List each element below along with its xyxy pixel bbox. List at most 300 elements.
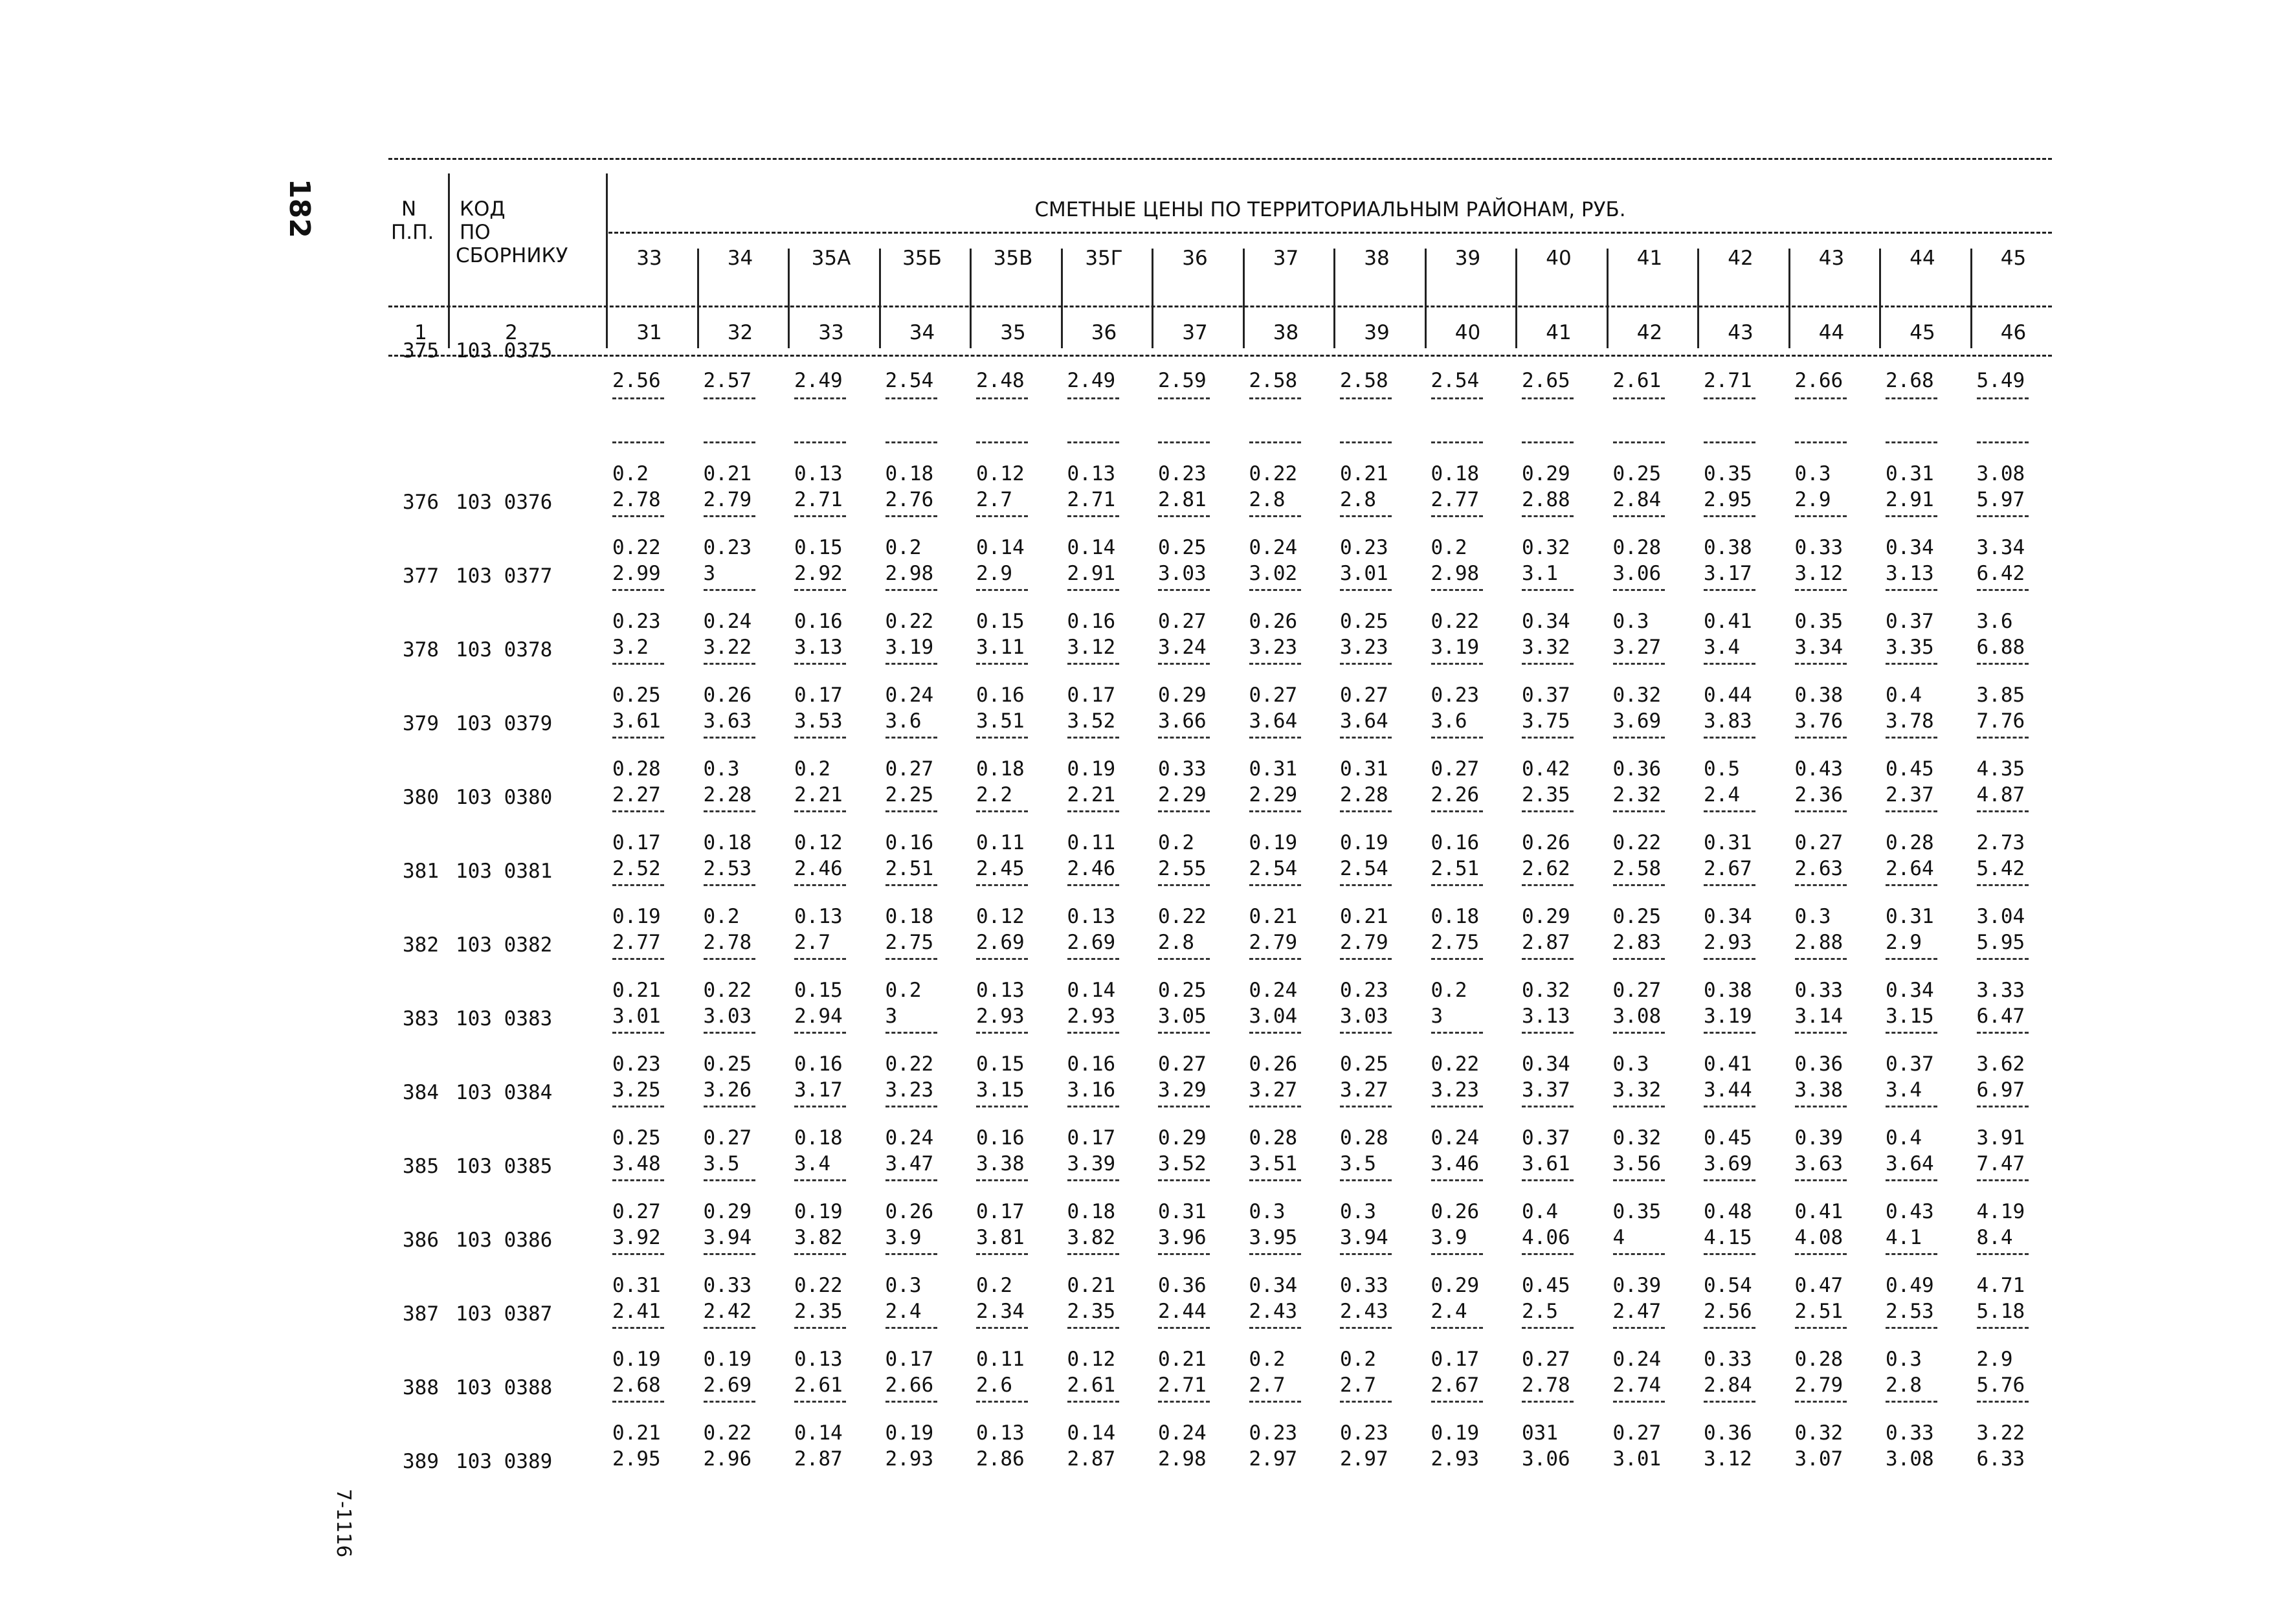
cell-lower-value: 0.34: [1886, 536, 1934, 559]
header-divider: [606, 173, 608, 348]
cell-upper-value: 2.51: [885, 857, 934, 880]
cell-lower-value: 0.13: [794, 905, 843, 928]
cell-lower-value: 2.73: [1976, 831, 2025, 854]
cell-lower-value: 0.13: [976, 1421, 1025, 1445]
cell-upper-value: 2.35: [1522, 783, 1570, 806]
cell-lower-value: 0.24: [1249, 536, 1298, 559]
cell-upper-value: 3.96: [1158, 1226, 1207, 1249]
column-index: 43: [1728, 321, 1754, 344]
cell-lower-value: 0.29: [703, 1200, 752, 1223]
cell-lower-value: 0.11: [976, 1348, 1025, 1371]
table-cell-value: 5.49: [1976, 369, 2025, 392]
row-number: 381: [403, 860, 439, 883]
cell-lower-value: 0.34: [1886, 979, 1934, 1002]
cell-upper-value: 3.06: [1522, 1447, 1570, 1471]
cell-upper-value: 2.79: [1249, 931, 1298, 954]
cell-lower-value: 0.48: [1704, 1200, 1752, 1223]
cell-lower-value: 0.23: [1340, 536, 1388, 559]
cell-lower-value: 0.27: [885, 757, 934, 781]
cell-upper-value: 3.13: [794, 636, 843, 659]
cell-lower-value: 0.12: [794, 831, 843, 854]
cell-lower-value: 0.23: [1340, 979, 1388, 1002]
cell-lower-value: 0.33: [1704, 1348, 1752, 1371]
cell-upper-value: 2.53: [703, 857, 752, 880]
region-divider: [1607, 249, 1609, 348]
region-header: 38: [1364, 247, 1390, 270]
cell-lower-value: 0.27: [1340, 684, 1388, 707]
region-divider: [1515, 249, 1517, 348]
cell-lower-value: 0.17: [1431, 1348, 1480, 1371]
cell-upper-value: 3.34: [1794, 636, 1843, 659]
cell-lower-value: 0.33: [1794, 536, 1843, 559]
cell-lower-value: 0.17: [1067, 684, 1116, 707]
cell-upper-value: 2.32: [1612, 783, 1662, 806]
cell-lower-value: 0.18: [885, 905, 934, 928]
cell-lower-value: 0.33: [1886, 1421, 1934, 1445]
cell-lower-value: 0.13: [794, 462, 843, 485]
cell-lower-value: 0.41: [1704, 610, 1752, 633]
cell-upper-value: 2.4: [885, 1300, 922, 1323]
cell-upper-value: 4: [1612, 1226, 1625, 1249]
cell-upper-value: 3.47: [885, 1152, 934, 1175]
cell-upper-value: 3.12: [1794, 562, 1843, 585]
cell-lower-value: 0.24: [885, 684, 934, 707]
cell-lower-value: 0.15: [976, 610, 1025, 633]
cell-upper-value: 2.96: [703, 1447, 752, 1471]
cell-upper-value: 3.15: [1886, 1005, 1934, 1028]
table-cell-value: 2.48: [976, 369, 1025, 392]
cell-upper-value: 3.53: [794, 709, 843, 733]
cell-lower-value: 0.23: [1431, 684, 1480, 707]
row-number: 380: [403, 786, 439, 809]
cell-upper-value: 2.26: [1431, 783, 1480, 806]
cell-upper-value: 3.82: [794, 1226, 843, 1249]
table-cell: [612, 1445, 690, 1518]
table-row: [388, 882, 2052, 1002]
cell-lower-value: 0.19: [794, 1200, 843, 1223]
cell-lower-value: 0.23: [1340, 1421, 1388, 1445]
cell-upper-value: 2.9: [1886, 931, 1922, 954]
cell-upper-value: 2.75: [885, 931, 934, 954]
cell-lower-value: 0.18: [794, 1126, 843, 1150]
row-code: 103 0379: [456, 712, 553, 735]
cell-lower-value: 0.22: [703, 1421, 752, 1445]
cell-upper-value: 2.79: [703, 488, 752, 511]
header-np-line2: П.П.: [391, 221, 434, 244]
cell-upper-value: 3.35: [1886, 636, 1934, 659]
column-index: 45: [1910, 321, 1935, 344]
cell-lower-value: 3.04: [1976, 905, 2025, 928]
cell-upper-value: 2.97: [1249, 1447, 1298, 1471]
cell-upper-value: 2.25: [885, 783, 934, 806]
table-row: [388, 1324, 2052, 1445]
table-cell-value: 2.54: [885, 369, 934, 392]
cell-upper-value: 2.8: [1886, 1374, 1922, 1397]
cell-lower-value: 0.17: [612, 831, 661, 854]
column-index: 33: [818, 321, 844, 344]
cell-lower-value: 0.43: [1886, 1200, 1934, 1223]
cell-lower-value: 0.16: [794, 610, 843, 633]
region-header: 41: [1636, 247, 1663, 270]
cell-lower-value: 0.28: [1886, 831, 1934, 854]
cell-lower-value: 0.3: [1612, 610, 1649, 633]
row-number: 389: [403, 1450, 439, 1473]
cell-upper-value: 2.29: [1249, 783, 1298, 806]
cell-upper-value: 3.1: [1522, 562, 1558, 585]
region-header: 35А: [811, 247, 851, 270]
column-index: 31: [636, 321, 662, 344]
cell-lower-value: 0.2: [976, 1274, 1012, 1297]
cell-upper-value: 3.23: [1431, 1078, 1480, 1102]
cell-lower-value: 4.71: [1976, 1274, 2025, 1297]
cell-lower-value: 0.38: [1704, 536, 1752, 559]
side-mark: 7-1116: [332, 1489, 355, 1558]
cell-upper-value: 3.17: [794, 1078, 843, 1102]
region-header: 40: [1546, 247, 1572, 270]
cell-upper-value: 2.52: [612, 857, 661, 880]
row-number: 387: [403, 1302, 439, 1326]
cell-lower-value: 0.21: [703, 462, 752, 485]
cell-lower-value: 0.22: [612, 536, 661, 559]
row-number: 379: [403, 712, 439, 735]
cell-upper-value: 3.64: [1249, 709, 1298, 733]
cell-upper-value: 3.66: [1158, 709, 1207, 733]
cell-upper-value: 2.29: [1158, 783, 1207, 806]
cell-lower-value: 3.85: [1976, 684, 2025, 707]
cell-lower-value: 0.13: [794, 1348, 843, 1371]
cell-upper-value: 2.87: [1522, 931, 1570, 954]
table-row: [388, 734, 2052, 854]
cell-lower-value: 0.28: [612, 757, 661, 781]
cell-lower-value: 0.3: [885, 1274, 922, 1297]
cell-upper-value: 2.93: [1704, 931, 1752, 954]
table-cell-value: 2.49: [1067, 369, 1116, 392]
cell-lower-value: 0.2: [885, 536, 922, 559]
cell-upper-value: 2.69: [703, 1374, 752, 1397]
cell-lower-value: 0.41: [1704, 1052, 1752, 1076]
cell-upper-value: 3.19: [1431, 636, 1480, 659]
cell-lower-value: 0.21: [612, 1421, 661, 1445]
cell-lower-value: 0.17: [976, 1200, 1025, 1223]
row-code: 103 0375: [456, 339, 553, 362]
cell-upper-value: 3.27: [1340, 1078, 1388, 1102]
cell-lower-value: 0.22: [1158, 905, 1207, 928]
column-index: 39: [1364, 321, 1390, 344]
header-rule: [388, 306, 2052, 307]
cell-lower-value: 0.25: [1340, 610, 1388, 633]
cell-upper-value: 3.12: [1067, 636, 1116, 659]
cell-upper-value: 3.37: [1522, 1078, 1570, 1102]
cell-lower-value: 3.22: [1976, 1421, 2025, 1445]
cell-lower-value: 4.35: [1976, 757, 2025, 781]
region-divider: [1061, 249, 1063, 348]
cell-upper-value: 2.7: [794, 931, 830, 954]
cell-lower-value: 0.35: [1612, 1200, 1662, 1223]
cell-upper-value: 2.21: [1067, 783, 1116, 806]
cell-upper-value: 5.95: [1976, 931, 2025, 954]
row-number: 377: [403, 564, 439, 588]
cell-upper-value: 2.21: [794, 783, 843, 806]
cell-upper-value: 5.76: [1976, 1374, 2025, 1397]
cell-lower-value: 3.08: [1976, 462, 2025, 485]
cell-lower-value: 0.24: [1431, 1126, 1480, 1150]
cell-upper-value: 6.97: [1976, 1078, 2025, 1102]
region-header: 43: [1818, 247, 1845, 270]
cell-lower-value: 0.27: [1522, 1348, 1570, 1371]
cell-upper-value: 2.55: [1158, 857, 1207, 880]
cell-upper-value: 6.88: [1976, 636, 2025, 659]
cell-upper-value: 3.51: [976, 709, 1025, 733]
cell-upper-value: 4.87: [1976, 783, 2025, 806]
cell-lower-value: 0.38: [1794, 684, 1843, 707]
cell-lower-value: 0.31: [1158, 1200, 1207, 1223]
cell-upper-value: 3.82: [1067, 1226, 1116, 1249]
cell-upper-value: 2.79: [1794, 1374, 1843, 1397]
cell-upper-value: 2.69: [976, 931, 1025, 954]
cell-lower-value: 0.28: [1612, 536, 1662, 559]
cell-lower-value: 0.4: [1886, 684, 1922, 707]
cell-upper-value: 3.94: [703, 1226, 752, 1249]
cell-lower-value: 0.21: [1067, 1274, 1116, 1297]
cell-lower-value: 0.16: [1067, 1052, 1116, 1076]
cell-upper-value: 3.23: [1249, 636, 1298, 659]
cell-lower-value: 0.18: [703, 831, 752, 854]
row-code: 103 0389: [456, 1450, 553, 1473]
cell-upper-value: 3.17: [1704, 562, 1752, 585]
cell-lower-value: 0.47: [1794, 1274, 1843, 1297]
cell-lower-value: 0.29: [1522, 905, 1570, 928]
region-header: 42: [1728, 247, 1754, 270]
region-divider: [1152, 249, 1153, 348]
cell-lower-value: 0.18: [885, 462, 934, 485]
column-index: 44: [1818, 321, 1845, 344]
cell-upper-value: 3.4: [794, 1152, 830, 1175]
cell-lower-value: 0.19: [885, 1421, 934, 1445]
cell-upper-value: 3.38: [976, 1152, 1025, 1175]
row-number: 375: [403, 339, 439, 362]
cell-lower-value: 0.27: [612, 1200, 661, 1223]
region-divider: [1879, 249, 1881, 348]
cell-lower-value: 0.33: [1158, 757, 1207, 781]
cell-upper-value: 2.95: [1704, 488, 1752, 511]
cell-upper-value: 3.27: [1612, 636, 1662, 659]
cell-upper-value: 5.18: [1976, 1300, 2025, 1323]
table-cell-value: 2.54: [1431, 369, 1480, 392]
cell-lower-value: 0.19: [1067, 757, 1116, 781]
cell-upper-value: 3.13: [1886, 562, 1934, 585]
region-divider: [1333, 249, 1335, 348]
cell-upper-value: 8.4: [1976, 1226, 2013, 1249]
cell-upper-value: 2.81: [1158, 488, 1207, 511]
cell-lower-value: 0.5: [1704, 757, 1740, 781]
column-index: 38: [1273, 321, 1299, 344]
cell-lower-value: 0.14: [1067, 536, 1116, 559]
table-cell-value: 2.65: [1522, 369, 1570, 392]
cell-lower-value: 0.4: [1522, 1200, 1558, 1223]
row-number: 376: [403, 491, 439, 514]
cell-lower-value: 0.29: [1158, 1126, 1207, 1150]
table-cell-value: 2.66: [1794, 369, 1843, 392]
table-row: [388, 660, 2052, 781]
cell-upper-value: 3.39: [1067, 1152, 1116, 1175]
cell-lower-value: 3.62: [1976, 1052, 2025, 1076]
cell-upper-value: 3.61: [612, 709, 661, 733]
region-header: 37: [1273, 247, 1299, 270]
cell-lower-value: 0.25: [1158, 979, 1207, 1002]
cell-upper-value: 2.41: [612, 1300, 661, 1323]
cell-lower-value: 0.36: [1794, 1052, 1843, 1076]
table-cell: [885, 1445, 963, 1518]
cell-upper-value: 2.43: [1249, 1300, 1298, 1323]
table-cell-value: 2.71: [1704, 369, 1752, 392]
region-divider: [1788, 249, 1790, 348]
cell-upper-value: 3.4: [1886, 1078, 1922, 1102]
cell-upper-value: 2.83: [1612, 931, 1662, 954]
cell-lower-value: 0.3: [1249, 1200, 1286, 1223]
cell-upper-value: 2.78: [612, 488, 661, 511]
cell-upper-value: 2.87: [1067, 1447, 1116, 1471]
cell-lower-value: 0.27: [1612, 1421, 1662, 1445]
cell-lower-value: 0.2: [1340, 1348, 1376, 1371]
row-number: 384: [403, 1081, 439, 1104]
cell-upper-value: 3.52: [1158, 1152, 1207, 1175]
table-cell: [1522, 1445, 1599, 1518]
cell-upper-value: 3.23: [1340, 636, 1388, 659]
cell-upper-value: 2.74: [1612, 1374, 1662, 1397]
cell-upper-value: 2.7: [976, 488, 1012, 511]
cell-upper-value: 2.63: [1794, 857, 1843, 880]
cell-lower-value: 0.19: [1340, 831, 1388, 854]
cell-upper-value: 3.2: [612, 636, 649, 659]
table-row: [388, 1398, 2052, 1472]
header-divider: [448, 173, 450, 348]
cell-lower-value: 3.6: [1976, 610, 2013, 633]
cell-lower-value: 0.2: [1249, 1348, 1286, 1371]
cell-lower-value: 0.29: [1158, 684, 1207, 707]
cell-upper-value: 3.32: [1522, 636, 1570, 659]
cell-lower-value: 0.16: [885, 831, 934, 854]
table-row: [388, 808, 2052, 928]
cell-lower-value: 0.45: [1704, 1126, 1752, 1150]
cell-lower-value: 0.31: [1249, 757, 1298, 781]
cell-upper-value: 3.9: [1431, 1226, 1467, 1249]
cell-upper-value: 3.26: [703, 1078, 752, 1102]
cell-upper-value: 2.58: [1612, 857, 1662, 880]
cell-upper-value: 3.48: [612, 1152, 661, 1175]
cell-upper-value: 3.08: [1612, 1005, 1662, 1028]
cell-upper-value: 2.47: [1612, 1300, 1662, 1323]
cell-upper-value: 2.61: [1067, 1374, 1116, 1397]
cell-lower-value: 4.19: [1976, 1200, 2025, 1223]
cell-upper-value: 2.75: [1431, 931, 1480, 954]
table-row: [388, 1251, 2052, 1371]
cell-upper-value: 2.62: [1522, 857, 1570, 880]
cell-lower-value: 0.31: [1340, 757, 1388, 781]
cell-upper-value: 2.6: [976, 1374, 1012, 1397]
cell-lower-value: 0.25: [1612, 905, 1662, 928]
cell-lower-value: 0.22: [1431, 610, 1480, 633]
cell-upper-value: 2.93: [1067, 1005, 1116, 1028]
cell-lower-value: 0.44: [1704, 684, 1752, 707]
cell-lower-value: 0.18: [1431, 462, 1480, 485]
cell-upper-value: 2.71: [1067, 488, 1116, 511]
cell-upper-value: 3.03: [1158, 562, 1207, 585]
cell-lower-value: 0.28: [1794, 1348, 1843, 1371]
cell-upper-value: 3.52: [1067, 709, 1116, 733]
cell-lower-value: 0.17: [794, 684, 843, 707]
cell-lower-value: 0.34: [1704, 905, 1752, 928]
cell-lower-value: 0.42: [1522, 757, 1570, 781]
column-index: 2: [505, 321, 518, 344]
cell-upper-value: 2.37: [1886, 783, 1934, 806]
cell-lower-value: 0.11: [1067, 831, 1116, 854]
cell-upper-value: 2.93: [885, 1447, 934, 1471]
cell-lower-value: 0.29: [1431, 1274, 1480, 1297]
cell-lower-value: 0.2: [1431, 536, 1467, 559]
cell-upper-value: 2.93: [976, 1005, 1025, 1028]
cell-lower-value: 0.27: [1794, 831, 1843, 854]
region-divider: [697, 249, 699, 348]
cell-upper-value: 3.15: [976, 1078, 1025, 1102]
cell-lower-value: 0.4: [1886, 1126, 1922, 1150]
row-code: 103 0387: [456, 1302, 553, 1326]
cell-lower-value: 0.45: [1886, 757, 1934, 781]
cell-lower-value: 0.18: [1431, 905, 1480, 928]
cell-lower-value: 0.15: [976, 1052, 1025, 1076]
cell-lower-value: 0.37: [1886, 1052, 1934, 1076]
cell-upper-value: 2.36: [1794, 783, 1843, 806]
region-header: 39: [1454, 247, 1481, 270]
cell-upper-value: 2.98: [1158, 1447, 1207, 1471]
cell-upper-value: 4.06: [1522, 1226, 1570, 1249]
cell-upper-value: 2.53: [1886, 1300, 1934, 1323]
price-table: [388, 158, 2052, 1473]
cell-lower-value: 0.37: [1522, 1126, 1570, 1150]
table-row: [388, 439, 2052, 559]
table-cell: [1613, 1445, 1691, 1518]
cell-upper-value: 3.05: [1158, 1005, 1207, 1028]
region-divider: [1425, 249, 1427, 348]
row-code: 103 0388: [456, 1376, 553, 1399]
cell-lower-value: 0.36: [1612, 757, 1662, 781]
cell-upper-value: 2.51: [1431, 857, 1480, 880]
header-code-line3: СБОРНИКУ: [456, 244, 568, 267]
cell-upper-value: 2.7: [1249, 1374, 1286, 1397]
cell-upper-value: 4.08: [1794, 1226, 1843, 1249]
cell-upper-value: 3.9: [885, 1226, 922, 1249]
index-rule: [388, 355, 2052, 357]
header-code-line1: КОД: [460, 197, 506, 221]
region-header: 45: [2000, 247, 2027, 270]
cell-lower-value: 0.27: [1158, 1052, 1207, 1076]
cell-upper-value: 3.08: [1886, 1447, 1934, 1471]
region-header: 44: [1910, 247, 1935, 270]
cell-lower-value: 0.17: [885, 1348, 934, 1371]
cell-lower-value: 0.54: [1704, 1274, 1752, 1297]
cell-lower-value: 0.11: [976, 831, 1025, 854]
cell-upper-value: 2.7: [1340, 1374, 1376, 1397]
region-divider: [1970, 249, 1972, 348]
cell-upper-value: 2.28: [1340, 783, 1388, 806]
cell-lower-value: 0.3: [1794, 462, 1831, 485]
cell-upper-value: 3.6: [1431, 709, 1467, 733]
cell-upper-value: 3.4: [1704, 636, 1740, 659]
cell-lower-value: 0.32: [1522, 536, 1570, 559]
cell-upper-value: 3.44: [1704, 1078, 1752, 1102]
cell-upper-value: 2.46: [794, 857, 843, 880]
cell-upper-value: 3.06: [1612, 562, 1662, 585]
cell-lower-value: 0.35: [1794, 610, 1843, 633]
